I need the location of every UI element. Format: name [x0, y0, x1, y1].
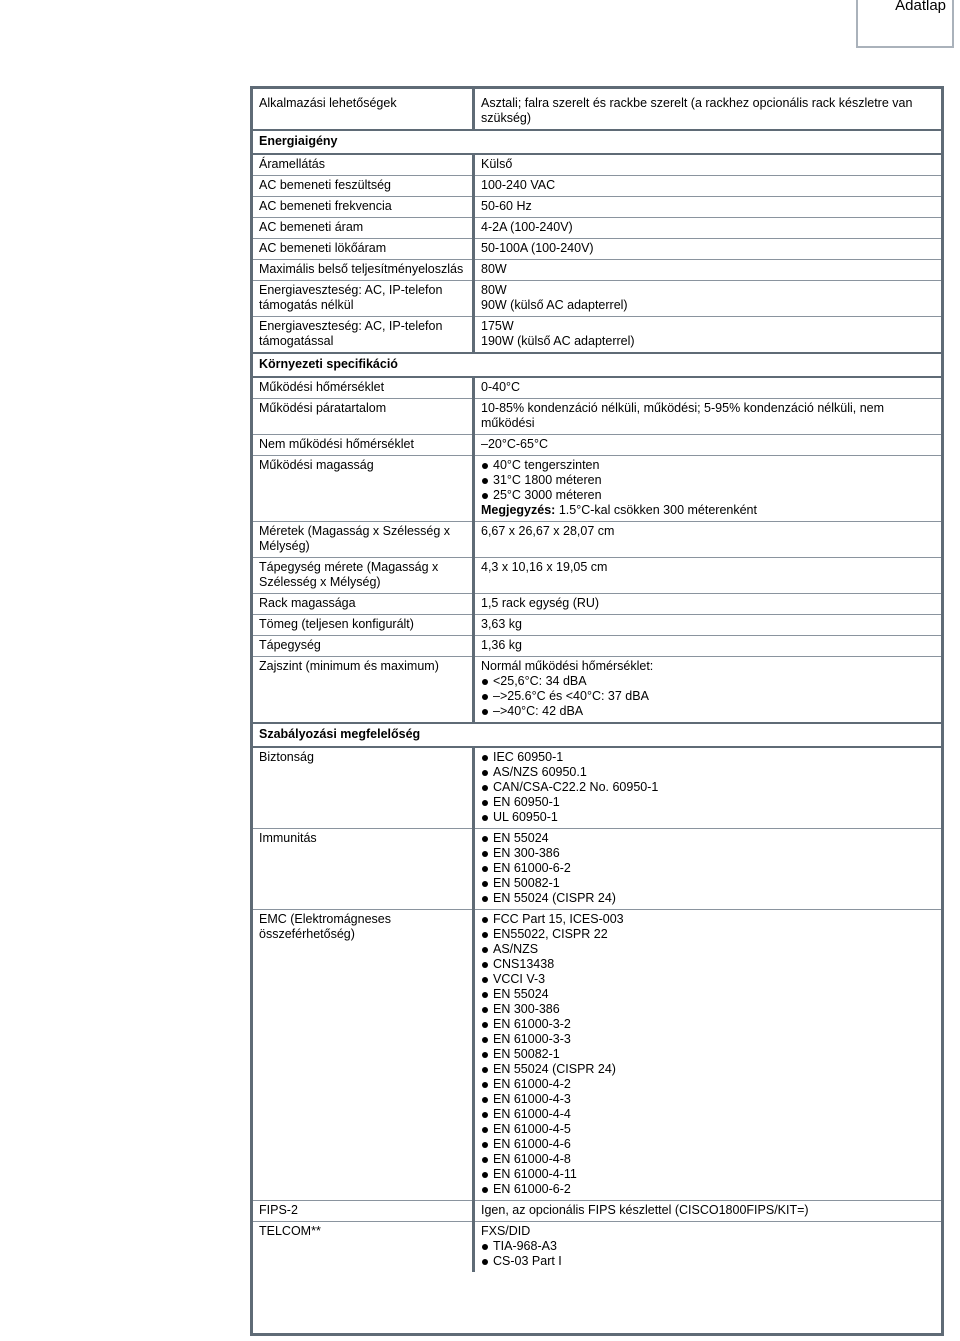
table-row [253, 747, 941, 829]
list-item: EN 61000-4-11 [481, 1167, 935, 1182]
spec-value: Asztali; falra szerelt és rackbe szerelt (a rackhez opcionális rack készletre van szükség) [481, 96, 913, 125]
spec-label: Alkalmazási lehetőségek [253, 89, 474, 130]
table-row [253, 260, 941, 281]
bullet-list [481, 750, 935, 825]
spec-label: FIPS-2 [253, 1201, 474, 1222]
spec-label: Tápegység [253, 636, 474, 657]
spec-label: Tömeg (teljesen konfigurált) [253, 615, 474, 636]
note-text: 1.5°C-kal csökken 300 méterenként [555, 503, 757, 517]
list-item: EN 61000-4-3 [481, 1092, 935, 1107]
table-row [253, 218, 941, 239]
spec-value: 100-240 VAC [474, 176, 942, 197]
list-item: EN 55024 [481, 987, 935, 1002]
spec-value: –20°C-65°C [474, 435, 942, 456]
spec-table [253, 89, 941, 1272]
list-item: CAN/CSA-C22.2 No. 60950-1 [481, 780, 935, 795]
list-item: EN 61000-4-6 [481, 1137, 935, 1152]
list-item: EN 61000-4-8 [481, 1152, 935, 1167]
list-item: AS/NZS [481, 942, 935, 957]
table-row [253, 615, 941, 636]
value-line: Normál működési hőmérséklet: [481, 659, 654, 673]
spec-label: Rack magassága [253, 594, 474, 615]
spec-value [474, 657, 942, 724]
spec-label: AC bemeneti áram [253, 218, 474, 239]
list-item: EN 300-386 [481, 846, 935, 861]
spec-value [474, 281, 942, 317]
spec-label: Áramellátás [253, 154, 474, 176]
spec-value: 4,3 x 10,16 x 19,05 cm [474, 558, 942, 594]
bullet-list [481, 831, 935, 906]
list-item: CNS13438 [481, 957, 935, 972]
spec-label: Működési magasság [253, 456, 474, 522]
spec-label: TELCOM** [253, 1222, 474, 1273]
spec-label: Biztonság [253, 747, 474, 829]
spec-value [474, 317, 942, 354]
spec-value: Igen, az opcionális FIPS készlettel (CISCO1800FIPS/KIT=) [474, 1201, 942, 1222]
table-row [253, 176, 941, 197]
table-row [253, 1222, 941, 1273]
spec-value: 10-85% kondenzáció nélküli, működési; 5-95% kondenzáció nélküli, nem működési [474, 399, 942, 435]
list-item: CS-03 Part I [481, 1254, 935, 1269]
spec-label: Energiaveszteség: AC, IP-telefon támogatás nélkül [253, 281, 474, 317]
table-row [253, 399, 941, 435]
spec-value: 4-2A (100-240V) [474, 218, 942, 239]
list-item: EN 60950-1 [481, 795, 935, 810]
note-label: Megjegyzés: [481, 503, 556, 517]
section-header-row [253, 130, 941, 154]
spec-label: AC bemeneti feszültség [253, 176, 474, 197]
spec-value: 6,67 x 26,67 x 28,07 cm [474, 522, 942, 558]
list-item: EN 61000-6-2 [481, 1182, 935, 1197]
list-item: EN 300-386 [481, 1002, 935, 1017]
table-row [253, 829, 941, 910]
document-type-tab [856, 0, 954, 48]
list-item: EN 55024 (CISPR 24) [481, 1062, 935, 1077]
spec-value: 50-60 Hz [474, 197, 942, 218]
table-row [253, 657, 941, 724]
table-row [253, 558, 941, 594]
list-item: EN 61000-3-2 [481, 1017, 935, 1032]
list-item: UL 60950-1 [481, 810, 935, 825]
table-row [253, 89, 941, 130]
section-title: Energiaigény [253, 130, 941, 154]
spec-label: EMC (Elektromágneses összeférhetőség) [253, 910, 474, 1201]
section-header-row [253, 723, 941, 747]
list-item: EN 61000-6-2 [481, 861, 935, 876]
spec-value [474, 747, 942, 829]
spec-value: 80W [474, 260, 942, 281]
list-item: 31°C 1800 méteren [481, 473, 935, 488]
spec-value [474, 1222, 942, 1273]
bullet-list [481, 674, 935, 719]
list-item: <25,6°C: 34 dBA [481, 674, 935, 689]
list-item: EN 50082-1 [481, 1047, 935, 1062]
table-row [253, 636, 941, 657]
table-row [253, 435, 941, 456]
list-item: EN 55024 [481, 831, 935, 846]
spec-label: AC bemeneti frekvencia [253, 197, 474, 218]
spec-value: Külső [474, 154, 942, 176]
list-item: EN 55024 (CISPR 24) [481, 891, 935, 906]
table-row [253, 1201, 941, 1222]
spec-value [474, 910, 942, 1201]
table-row [253, 377, 941, 399]
value-line: FXS/DID [481, 1224, 531, 1238]
spec-label: Méretek (Magasság x Szélesség x Mélység) [253, 522, 474, 558]
spec-value: 50-100A (100-240V) [474, 239, 942, 260]
list-item: –>40°C: 42 dBA [481, 704, 935, 719]
spec-value: 1,5 rack egység (RU) [474, 594, 942, 615]
spec-table-frame [250, 86, 944, 1336]
list-item: TIA-968-A3 [481, 1239, 935, 1254]
list-item: EN 50082-1 [481, 876, 935, 891]
spec-label: Működési hőmérséklet [253, 377, 474, 399]
table-row [253, 197, 941, 218]
spec-label: AC bemeneti lökőáram [253, 239, 474, 260]
section-title: Szabályozási megfelelőség [253, 723, 941, 747]
spec-value: 3,63 kg [474, 615, 942, 636]
spec-value [474, 456, 942, 522]
value-line: 80W [481, 283, 507, 297]
list-item: EN 61000-4-5 [481, 1122, 935, 1137]
value-line: 190W (külső AC adapterrel) [481, 334, 635, 348]
list-item: EN 61000-4-4 [481, 1107, 935, 1122]
spec-value: 1,36 kg [474, 636, 942, 657]
table-row [253, 239, 941, 260]
table-row [253, 456, 941, 522]
bullet-list [481, 912, 935, 1197]
spec-label: Immunitás [253, 829, 474, 910]
value-line: 90W (külső AC adapterrel) [481, 298, 628, 312]
table-row [253, 594, 941, 615]
document-type-label: Adatlap [895, 0, 946, 14]
spec-value: 0-40°C [474, 377, 942, 399]
value-line: 175W [481, 319, 514, 333]
spec-value [474, 829, 942, 910]
list-item: EN55022, CISPR 22 [481, 927, 935, 942]
altitude-note [481, 503, 935, 518]
table-row [253, 281, 941, 317]
spec-label: Nem működési hőmérséklet [253, 435, 474, 456]
table-row [253, 317, 941, 354]
list-item: 25°C 3000 méteren [481, 488, 935, 503]
list-item: EN 61000-3-3 [481, 1032, 935, 1047]
list-item: EN 61000-4-2 [481, 1077, 935, 1092]
list-item: 40°C tengerszinten [481, 458, 935, 473]
spec-label: Maximális belső teljesítményeloszlás [253, 260, 474, 281]
table-row [253, 910, 941, 1201]
section-header-row [253, 353, 941, 377]
spec-label: Működési páratartalom [253, 399, 474, 435]
list-item: AS/NZS 60950.1 [481, 765, 935, 780]
bullet-list [481, 1239, 935, 1269]
spec-label: Zajszint (minimum és maximum) [253, 657, 474, 724]
list-item: IEC 60950-1 [481, 750, 935, 765]
list-item: VCCI V-3 [481, 972, 935, 987]
table-row [253, 154, 941, 176]
list-item: –>25.6°C és <40°C: 37 dBA [481, 689, 935, 704]
section-title: Környezeti specifikáció [253, 353, 941, 377]
spec-label: Tápegység mérete (Magasság x Szélesség x Mélység) [253, 558, 474, 594]
table-row [253, 522, 941, 558]
spec-label: Energiaveszteség: AC, IP-telefon támogatással [253, 317, 474, 354]
bullet-list [481, 458, 935, 503]
list-item: FCC Part 15, ICES-003 [481, 912, 935, 927]
